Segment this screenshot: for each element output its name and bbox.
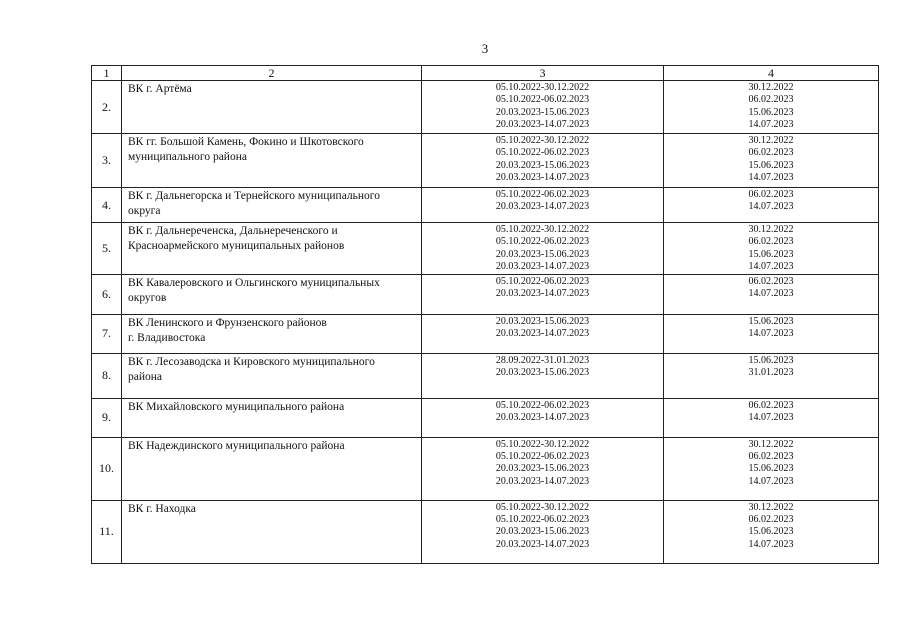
period-cell	[422, 188, 664, 223]
period-line: 20.03.2023-15.06.2023	[495, 463, 590, 475]
period-line: 20.03.2023-15.06.2023	[495, 367, 590, 379]
end-date-line: 06.02.2023	[748, 399, 794, 411]
end-date-line: 30.12.2022	[748, 224, 794, 235]
table-header-row	[92, 66, 879, 81]
table-row	[92, 81, 879, 134]
table-row	[92, 188, 879, 223]
end-date-line: 15.06.2023	[748, 315, 794, 327]
end-date-line: 30.12.2022	[748, 501, 794, 513]
end-date-line: 30.12.2022	[748, 135, 794, 146]
row-number: 9.	[92, 398, 122, 437]
end-date-cell	[664, 188, 879, 223]
table-row	[92, 437, 879, 500]
end-date-cell	[664, 314, 879, 353]
name-line: округов	[128, 291, 167, 304]
period-line: 05.10.2022-06.02.2023	[495, 451, 590, 463]
period-cell	[422, 314, 664, 353]
end-date-cell	[664, 134, 879, 188]
name-line: ВК г. Находка	[128, 502, 196, 515]
period-line: 20.03.2023-15.06.2023	[495, 106, 590, 118]
period-line: 20.03.2023-15.06.2023	[495, 248, 590, 260]
row-number: 2.	[92, 81, 122, 134]
name-line: ВК г. Дальнегорска и Тернейского муниципального	[128, 190, 380, 202]
commission-name	[122, 398, 422, 437]
name-line: муниципального района	[128, 151, 247, 163]
period-line: 05.10.2022-30.12.2022	[495, 135, 590, 146]
name-line: г. Владивостока	[128, 331, 206, 344]
end-date-line: 14.07.2023	[748, 538, 794, 550]
period-line: 20.03.2023-14.07.2023	[495, 328, 590, 340]
header-cell: 2	[122, 66, 422, 81]
row-number: 10.	[92, 437, 122, 500]
name-line: ВК Михайловского муниципального района	[128, 400, 345, 413]
end-date-cell	[664, 353, 879, 398]
table-row	[92, 353, 879, 398]
commission-name	[122, 500, 422, 563]
period-line: 20.03.2023-14.07.2023	[495, 119, 590, 131]
table-row	[92, 223, 879, 275]
name-line: округа	[128, 205, 161, 217]
row-number: 5.	[92, 223, 122, 275]
name-line: ВК г. Артёма	[128, 83, 192, 95]
end-date-line: 14.07.2023	[748, 328, 794, 340]
name-line: Красноармейского муниципальных районов	[128, 240, 345, 252]
period-line: 20.03.2023-15.06.2023	[495, 315, 590, 327]
header-cell: 3	[422, 66, 664, 81]
period-line: 20.03.2023-14.07.2023	[495, 475, 590, 487]
row-number: 8.	[92, 353, 122, 398]
end-date-line: 06.02.2023	[748, 236, 794, 248]
end-date-line: 06.02.2023	[748, 275, 794, 287]
end-date-line: 30.12.2022	[748, 82, 794, 93]
row-number: 7.	[92, 314, 122, 353]
name-line: ВК Кавалеровского и Ольгинского муниципальных	[128, 276, 380, 289]
end-date-line: 14.07.2023	[748, 201, 794, 213]
commission-name	[122, 274, 422, 314]
table-row	[92, 314, 879, 353]
name-line: ВК Надеждинского муниципального района	[128, 439, 345, 452]
end-date-line: 14.07.2023	[748, 475, 794, 487]
table-row	[92, 134, 879, 188]
period-line: 05.10.2022-06.02.2023	[495, 236, 590, 248]
period-line: 20.03.2023-14.07.2023	[495, 172, 590, 184]
end-date-line: 15.06.2023	[748, 106, 794, 118]
period-line: 05.10.2022-06.02.2023	[495, 189, 590, 200]
commission-name	[122, 353, 422, 398]
period-line: 05.10.2022-06.02.2023	[495, 514, 590, 526]
name-line: ВК г. Лесозаводска и Кировского муниципального	[128, 355, 375, 368]
name-line: ВК Ленинского и Фрунзенского районов	[128, 316, 327, 329]
commission-name	[122, 437, 422, 500]
period-line: 20.03.2023-14.07.2023	[495, 538, 590, 550]
end-date-line: 06.02.2023	[748, 94, 794, 106]
end-date-line: 15.06.2023	[748, 354, 794, 366]
end-date-line: 15.06.2023	[748, 463, 794, 475]
name-line: ВК гг. Большой Камень, Фокино и Шкотовского	[128, 136, 364, 148]
end-date-cell	[664, 81, 879, 134]
name-line: ВК г. Дальнереченска, Дальнереченского и	[128, 225, 338, 237]
end-date-line: 14.07.2023	[748, 288, 794, 300]
commission-name	[122, 223, 422, 275]
end-date-cell	[664, 274, 879, 314]
row-number: 11.	[92, 500, 122, 563]
row-number: 4.	[92, 188, 122, 223]
name-line: района	[128, 370, 163, 383]
period-cell	[422, 353, 664, 398]
period-line: 05.10.2022-06.02.2023	[495, 399, 590, 411]
header-cell: 4	[664, 66, 879, 81]
header-cell: 1	[92, 66, 122, 81]
period-line: 05.10.2022-30.12.2022	[495, 224, 590, 235]
end-date-line: 06.02.2023	[748, 147, 794, 159]
row-number: 6.	[92, 274, 122, 314]
row-number: 3.	[92, 134, 122, 188]
end-date-cell	[664, 223, 879, 275]
end-date-line: 15.06.2023	[748, 159, 794, 171]
period-cell	[422, 500, 664, 563]
period-line: 05.10.2022-06.02.2023	[495, 275, 590, 287]
end-date-cell	[664, 398, 879, 437]
commission-name	[122, 81, 422, 134]
period-line: 20.03.2023-14.07.2023	[495, 261, 590, 273]
end-date-line: 06.02.2023	[748, 451, 794, 463]
end-date-line: 30.12.2022	[748, 438, 794, 450]
end-date-line: 14.07.2023	[748, 119, 794, 131]
period-cell	[422, 134, 664, 188]
end-date-line: 14.07.2023	[748, 412, 794, 424]
end-date-line: 15.06.2023	[748, 526, 794, 538]
schedule-table	[91, 65, 879, 564]
end-date-cell	[664, 437, 879, 500]
period-line: 05.10.2022-30.12.2022	[495, 438, 590, 450]
end-date-line: 06.02.2023	[748, 514, 794, 526]
period-line: 05.10.2022-06.02.2023	[495, 94, 590, 106]
period-line: 05.10.2022-30.12.2022	[495, 501, 590, 513]
end-date-line: 31.01.2023	[748, 367, 794, 379]
period-line: 28.09.2022-31.01.2023	[495, 354, 590, 366]
period-cell	[422, 81, 664, 134]
commission-name	[122, 314, 422, 353]
period-line: 20.03.2023-15.06.2023	[495, 159, 590, 171]
end-date-line: 15.06.2023	[748, 248, 794, 260]
table-row	[92, 500, 879, 563]
end-date-line: 14.07.2023	[748, 172, 794, 184]
table-row	[92, 398, 879, 437]
period-cell	[422, 437, 664, 500]
period-line: 20.03.2023-14.07.2023	[495, 412, 590, 424]
period-line: 20.03.2023-14.07.2023	[495, 201, 590, 213]
period-line: 05.10.2022-30.12.2022	[495, 82, 590, 93]
end-date-line: 06.02.2023	[748, 189, 794, 200]
end-date-cell	[664, 500, 879, 563]
period-cell	[422, 398, 664, 437]
page-number: 3	[481, 41, 489, 56]
period-line: 20.03.2023-15.06.2023	[495, 526, 590, 538]
commission-name	[122, 188, 422, 223]
commission-name	[122, 134, 422, 188]
table-row	[92, 274, 879, 314]
period-line: 05.10.2022-06.02.2023	[495, 147, 590, 159]
period-line: 20.03.2023-14.07.2023	[495, 288, 590, 300]
period-cell	[422, 223, 664, 275]
period-cell	[422, 274, 664, 314]
end-date-line: 14.07.2023	[748, 261, 794, 273]
